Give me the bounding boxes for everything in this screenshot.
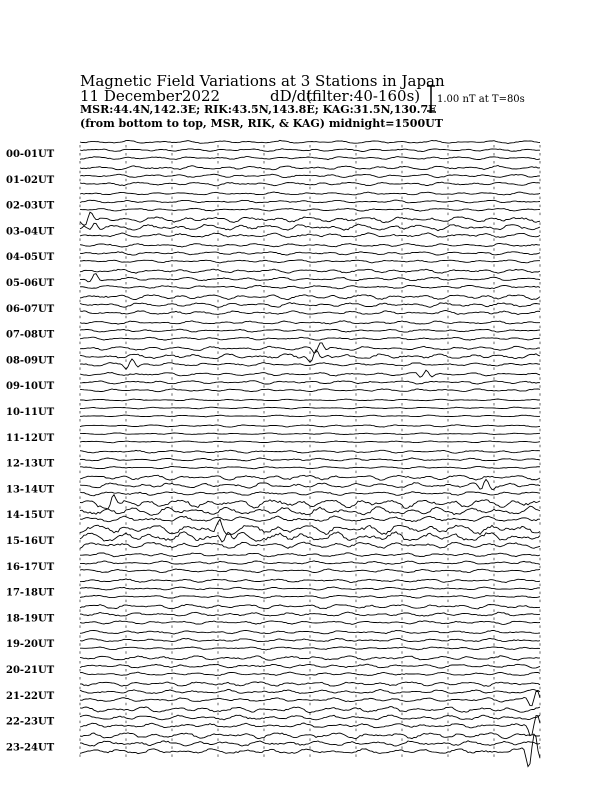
trace-msr: [80, 415, 540, 417]
trace-msr: [80, 157, 540, 160]
station-order-note: (from bottom to top, MSR, RIK, & KAG) midnight=1500UT: [80, 117, 443, 130]
trace-kag: [80, 630, 540, 634]
trace-msr: [80, 569, 540, 573]
trace-msr: [80, 208, 540, 211]
trace-rik: [80, 149, 540, 152]
trace-rik: [80, 329, 540, 332]
row-label: 05-06UT: [6, 278, 55, 289]
trace-kag: [80, 707, 540, 713]
trace-rik: [80, 715, 540, 720]
row-label: 15-16UT: [6, 536, 55, 547]
trace-msr: [80, 492, 540, 496]
row-label: 13-14UT: [6, 484, 55, 496]
trace-kag: [80, 733, 540, 739]
row-label: 21-22UT: [6, 690, 55, 702]
trace-rik: [80, 303, 540, 308]
trace-rik: [80, 612, 540, 616]
trace-kag: [80, 450, 540, 453]
row-label: 19-20UT: [6, 639, 55, 651]
trace-kag: [80, 399, 540, 401]
row-label: 16-17UT: [6, 561, 55, 573]
trace-kag: [80, 605, 540, 609]
trace-msr: [80, 389, 540, 392]
row-label: 04-05UT: [6, 252, 55, 264]
row-label: 06-07UT: [6, 303, 55, 315]
trace-kag: [80, 682, 540, 686]
station-coordinates: MSR:44.4N,142.3E; RIK:43.5N,143.8E; KAG:31.5N,130.7E: [80, 103, 437, 116]
trace-rik: [80, 638, 540, 641]
trace-rik: [80, 561, 540, 565]
row-label: 02-03UT: [6, 200, 55, 212]
row-label: 14-15UT: [6, 510, 55, 522]
row-label: 18-19UT: [6, 613, 55, 625]
trace-kag: [80, 321, 540, 324]
trace-msr: [80, 595, 540, 598]
trace-kag: [80, 656, 540, 661]
trace-kag: [80, 243, 540, 247]
trace-rik: [80, 252, 540, 255]
trace-msr: [80, 516, 540, 522]
trace-kag: [80, 475, 540, 480]
row-label: 00-01UT: [6, 149, 55, 160]
trace-rik: [80, 664, 540, 668]
chart-title: Magnetic Field Variations at 3 Stations in Japan: [80, 72, 445, 90]
trace-kag: [80, 425, 540, 427]
trace-rik: [80, 174, 540, 178]
trace-rik: [80, 458, 540, 461]
row-label: 20-21UT: [6, 665, 55, 676]
row-label: 10-11UT: [6, 407, 55, 418]
trace-msr: [80, 441, 540, 443]
scale-bar-label: 1.00 nT at T=80s: [437, 94, 525, 105]
trace-msr: [80, 233, 540, 238]
chart-quantity: dD/dt: [270, 87, 313, 105]
row-label: 08-09UT: [6, 355, 55, 367]
trace-msr: [80, 285, 540, 289]
row-label: 03-04UT: [6, 226, 55, 238]
trace-kag: [80, 370, 540, 377]
trace-rik: [80, 587, 540, 590]
row-label: 17-18UT: [6, 587, 55, 599]
trace-msr: [80, 260, 540, 263]
trace-kag: [80, 295, 540, 300]
trace-kag: [80, 579, 540, 583]
trace-msr: [80, 542, 540, 548]
trace-rik: [80, 407, 540, 409]
chart-date: 11 December2022: [80, 87, 221, 105]
trace-kag: [80, 140, 540, 143]
trace-kag: [80, 269, 540, 273]
trace-rik: [80, 433, 540, 435]
row-label: 01-02UT: [6, 174, 55, 186]
trace-msr: [80, 182, 540, 186]
trace-rik: [80, 200, 540, 203]
trace-kag: [80, 192, 540, 195]
trace-rik: [80, 381, 540, 384]
row-label: 11-12UT: [6, 432, 55, 444]
chart-filter: (filter:40-160s): [306, 87, 421, 105]
row-label: 07-08UT: [6, 329, 55, 341]
trace-kag: [80, 553, 540, 557]
trace-rik: [80, 689, 540, 693]
trace-msr: [80, 647, 540, 650]
trace-msr: [80, 466, 540, 468]
row-label: 09-10UT: [6, 381, 55, 393]
trace-kag: [80, 166, 540, 170]
trace-rik: [80, 741, 540, 746]
row-label: 12-13UT: [6, 458, 55, 470]
trace-msr: [80, 311, 540, 315]
trace-msr: [80, 621, 540, 625]
trace-msr: [80, 672, 540, 675]
trace-msr: [80, 337, 540, 340]
row-label: 22-23UT: [6, 716, 55, 728]
row-label: 23-24UT: [6, 742, 55, 754]
